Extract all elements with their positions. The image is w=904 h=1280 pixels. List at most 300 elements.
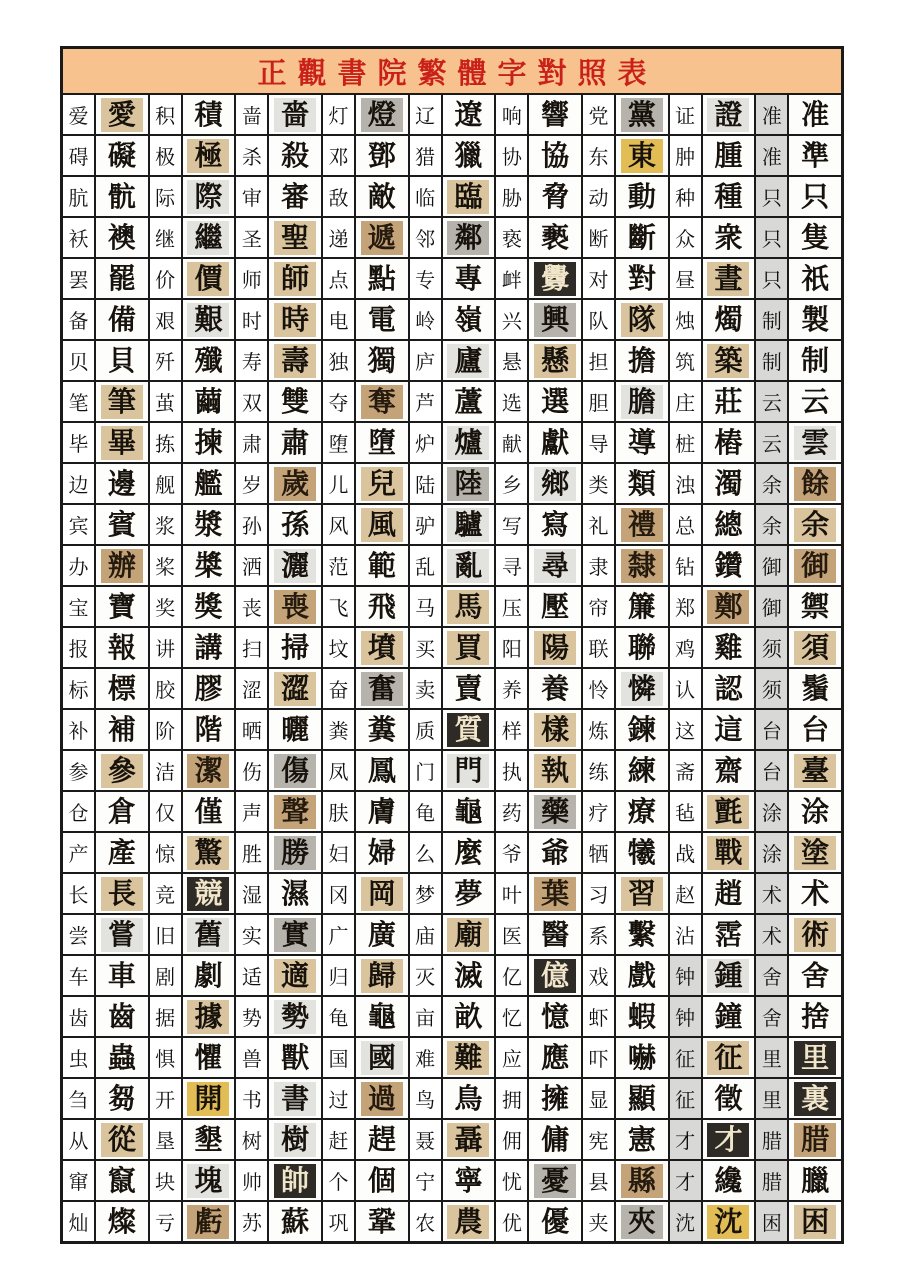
traditional-char-calligraphy: 夾 [621, 1205, 663, 1239]
traditional-char-cell [96, 874, 148, 913]
traditional-char-cell [356, 505, 408, 544]
traditional-char-calligraphy: 莊 [707, 385, 749, 419]
simplified-char-cell: 昼 [670, 259, 701, 298]
traditional-char-calligraphy: 開 [187, 1082, 229, 1116]
simplified-char-cell: 审 [236, 177, 267, 216]
traditional-char-cell [356, 341, 408, 380]
simplified-char-cell: 压 [496, 587, 527, 626]
simplified-char-cell: 时 [236, 300, 267, 339]
traditional-char-cell [789, 1038, 841, 1077]
traditional-char-cell [443, 423, 495, 462]
traditional-char-calligraphy: 只 [794, 180, 836, 214]
traditional-char-cell [269, 874, 321, 913]
traditional-char-calligraphy: 鳥 [447, 1082, 489, 1116]
traditional-char-cell [616, 505, 668, 544]
traditional-char-cell [183, 874, 235, 913]
traditional-char-cell [789, 792, 841, 831]
simplified-char-cell: 制 [756, 341, 787, 380]
simplified-char-cell: 总 [670, 505, 701, 544]
traditional-char-cell [616, 915, 668, 954]
traditional-char-cell [529, 546, 581, 585]
traditional-char-cell [443, 136, 495, 175]
simplified-char-cell: 联 [583, 628, 614, 667]
simplified-char-cell: 征 [670, 1079, 701, 1118]
traditional-char-calligraphy: 戲 [621, 959, 663, 993]
simplified-char-cell: 种 [670, 177, 701, 216]
traditional-char-calligraphy: 聶 [447, 1123, 489, 1157]
simplified-char-cell: 礼 [583, 505, 614, 544]
simplified-char-cell: 茧 [150, 382, 181, 421]
traditional-char-calligraphy: 濁 [707, 467, 749, 501]
traditional-char-cell [529, 1202, 581, 1241]
simplified-char-cell: 岁 [236, 464, 267, 503]
traditional-char-calligraphy: 涂 [794, 795, 836, 829]
traditional-char-cell [789, 382, 841, 421]
traditional-char-calligraphy: 灑 [274, 549, 316, 583]
traditional-char-cell [269, 1120, 321, 1159]
simplified-char-cell: 临 [410, 177, 441, 216]
traditional-char-calligraphy: 爐 [447, 426, 489, 460]
traditional-char-calligraphy: 葉 [534, 877, 576, 911]
simplified-char-cell: 斋 [670, 751, 701, 790]
traditional-char-calligraphy: 鄧 [361, 139, 403, 173]
simplified-char-cell: 灯 [323, 95, 354, 134]
simplified-char-cell: 电 [323, 300, 354, 339]
simplified-char-cell: 旧 [150, 915, 181, 954]
simplified-char-cell: 佣 [496, 1120, 527, 1159]
traditional-char-calligraphy: 趕 [361, 1123, 403, 1157]
traditional-char-calligraphy: 廣 [361, 918, 403, 952]
simplified-char-cell: 亏 [150, 1202, 181, 1241]
traditional-char-calligraphy: 範 [361, 549, 403, 583]
simplified-char-cell: 窜 [63, 1161, 94, 1200]
simplified-char-cell: 优 [496, 1202, 527, 1241]
traditional-char-cell [183, 259, 235, 298]
traditional-char-calligraphy: 鍾 [707, 959, 749, 993]
traditional-char-calligraphy: 買 [447, 631, 489, 665]
simplified-char-cell: 证 [670, 95, 701, 134]
simplified-char-cell: 云 [756, 423, 787, 462]
simplified-char-cell: 适 [236, 956, 267, 995]
simplified-char-cell: 鸟 [410, 1079, 441, 1118]
traditional-char-calligraphy: 縣 [621, 1164, 663, 1198]
traditional-char-cell [443, 218, 495, 257]
simplified-char-cell: 毡 [670, 792, 701, 831]
traditional-char-calligraphy: 畢 [101, 426, 143, 460]
traditional-char-cell [616, 956, 668, 995]
simplified-char-cell: 叶 [496, 874, 527, 913]
simplified-char-cell: 对 [583, 259, 614, 298]
traditional-char-calligraphy: 潔 [187, 754, 229, 788]
simplified-char-cell: 炼 [583, 710, 614, 749]
traditional-char-calligraphy: 邊 [101, 467, 143, 501]
traditional-char-cell [183, 997, 235, 1036]
traditional-char-cell [616, 1161, 668, 1200]
simplified-char-cell: 余 [756, 464, 787, 503]
simplified-char-cell: 类 [583, 464, 614, 503]
traditional-char-cell [703, 956, 755, 995]
traditional-char-cell [703, 710, 755, 749]
traditional-char-cell [183, 177, 235, 216]
table-title: 正觀書院繁體字對照表 [63, 49, 841, 95]
traditional-char-calligraphy: 沈 [707, 1205, 749, 1239]
traditional-char-calligraphy: 顯 [621, 1082, 663, 1116]
traditional-char-calligraphy: 認 [707, 672, 749, 706]
traditional-char-calligraphy: 奮 [361, 672, 403, 706]
traditional-char-calligraphy: 虧 [187, 1205, 229, 1239]
traditional-char-cell [789, 956, 841, 995]
traditional-char-calligraphy: 腫 [707, 139, 749, 173]
traditional-char-calligraphy: 類 [621, 467, 663, 501]
traditional-char-calligraphy: 風 [361, 508, 403, 542]
traditional-char-cell [703, 95, 755, 134]
traditional-char-cell [616, 300, 668, 339]
simplified-char-cell: 显 [583, 1079, 614, 1118]
traditional-char-calligraphy: 塊 [187, 1164, 229, 1198]
traditional-char-calligraphy: 准 [794, 98, 836, 132]
simplified-char-cell: 树 [236, 1120, 267, 1159]
traditional-char-calligraphy: 肅 [274, 426, 316, 460]
traditional-char-calligraphy: 罷 [101, 262, 143, 296]
traditional-char-cell [269, 710, 321, 749]
simplified-char-cell: 涂 [756, 792, 787, 831]
traditional-char-calligraphy: 廟 [447, 918, 489, 952]
simplified-char-cell: 仅 [150, 792, 181, 831]
simplified-char-cell: 驴 [410, 505, 441, 544]
traditional-char-cell [789, 423, 841, 462]
simplified-char-cell: 艰 [150, 300, 181, 339]
traditional-char-calligraphy: 脅 [534, 180, 576, 214]
traditional-char-cell [529, 1079, 581, 1118]
traditional-char-cell [789, 341, 841, 380]
simplified-char-cell: 炉 [410, 423, 441, 462]
traditional-char-cell [703, 1161, 755, 1200]
traditional-char-calligraphy: 這 [707, 713, 749, 747]
traditional-char-calligraphy: 麼 [447, 836, 489, 870]
traditional-char-calligraphy: 芻 [101, 1082, 143, 1116]
traditional-char-cell [269, 95, 321, 134]
simplified-char-cell: 买 [410, 628, 441, 667]
traditional-char-cell [96, 423, 148, 462]
simplified-char-cell: 县 [583, 1161, 614, 1200]
traditional-char-cell [616, 218, 668, 257]
traditional-char-calligraphy: 繫 [621, 918, 663, 952]
traditional-char-cell [789, 1202, 841, 1241]
traditional-char-calligraphy: 龜 [447, 795, 489, 829]
traditional-char-calligraphy: 遼 [447, 98, 489, 132]
simplified-char-cell: 台 [756, 751, 787, 790]
traditional-char-calligraphy: 樣 [534, 713, 576, 747]
simplified-char-cell: 乡 [496, 464, 527, 503]
simplified-char-cell: 余 [756, 505, 787, 544]
traditional-char-calligraphy: 墾 [187, 1123, 229, 1157]
traditional-char-cell [96, 1161, 148, 1200]
simplified-char-cell: 协 [496, 136, 527, 175]
traditional-char-cell [703, 874, 755, 913]
traditional-char-cell [356, 300, 408, 339]
traditional-char-cell [356, 259, 408, 298]
simplified-char-cell: 极 [150, 136, 181, 175]
simplified-char-cell: 独 [323, 341, 354, 380]
simplified-char-cell: 堕 [323, 423, 354, 462]
simplified-char-cell: 云 [756, 382, 787, 421]
traditional-char-cell [356, 669, 408, 708]
traditional-char-calligraphy: 獎 [187, 590, 229, 624]
traditional-char-cell [529, 300, 581, 339]
simplified-char-cell: 阳 [496, 628, 527, 667]
traditional-char-calligraphy: 曬 [274, 713, 316, 747]
traditional-char-calligraphy: 纔 [707, 1164, 749, 1198]
traditional-char-cell [96, 218, 148, 257]
traditional-char-cell [269, 792, 321, 831]
simplified-char-cell: 陆 [410, 464, 441, 503]
simplified-char-cell: 参 [63, 751, 94, 790]
simplified-char-cell: 寻 [496, 546, 527, 585]
simplified-char-cell: 帅 [236, 1161, 267, 1200]
simplified-char-cell: 习 [583, 874, 614, 913]
simplified-char-cell: 扫 [236, 628, 267, 667]
simplified-char-cell: 长 [63, 874, 94, 913]
traditional-char-calligraphy: 備 [101, 303, 143, 337]
traditional-char-cell [443, 1120, 495, 1159]
simplified-char-cell: 肃 [236, 423, 267, 462]
simplified-char-cell: 际 [150, 177, 181, 216]
simplified-char-cell: 只 [756, 259, 787, 298]
traditional-char-calligraphy: 敵 [361, 180, 403, 214]
traditional-char-calligraphy: 雙 [274, 385, 316, 419]
traditional-char-calligraphy: 積 [187, 98, 229, 132]
simplified-char-cell: 里 [756, 1038, 787, 1077]
traditional-char-cell [789, 710, 841, 749]
simplified-char-cell: 广 [323, 915, 354, 954]
traditional-char-cell [789, 1120, 841, 1159]
traditional-char-calligraphy: 懼 [187, 1041, 229, 1075]
simplified-char-cell: 腊 [756, 1161, 787, 1200]
traditional-char-cell [96, 956, 148, 995]
traditional-char-calligraphy: 膽 [621, 385, 663, 419]
traditional-char-cell [269, 956, 321, 995]
traditional-char-cell [443, 874, 495, 913]
simplified-char-cell: 递 [323, 218, 354, 257]
traditional-char-cell [356, 1120, 408, 1159]
traditional-char-cell [356, 1038, 408, 1077]
simplified-char-cell: 书 [236, 1079, 267, 1118]
simplified-char-cell: 尝 [63, 915, 94, 954]
traditional-char-cell [96, 300, 148, 339]
traditional-char-calligraphy: 筆 [101, 385, 143, 419]
traditional-char-cell [616, 136, 668, 175]
simplified-char-cell: 芦 [410, 382, 441, 421]
traditional-char-calligraphy: 嚇 [621, 1041, 663, 1075]
traditional-char-cell [529, 956, 581, 995]
traditional-char-cell [529, 136, 581, 175]
traditional-char-cell [183, 218, 235, 257]
traditional-char-calligraphy: 聖 [274, 221, 316, 255]
traditional-char-calligraphy: 腊 [794, 1123, 836, 1157]
simplified-char-cell: 势 [236, 997, 267, 1036]
traditional-char-cell [443, 1079, 495, 1118]
simplified-char-cell: 竞 [150, 874, 181, 913]
simplified-char-cell: 鸡 [670, 628, 701, 667]
traditional-char-calligraphy: 電 [361, 303, 403, 337]
traditional-char-calligraphy: 晝 [707, 262, 749, 296]
traditional-char-calligraphy: 勢 [274, 1000, 316, 1034]
traditional-char-cell [96, 587, 148, 626]
traditional-char-calligraphy: 寶 [101, 590, 143, 624]
simplified-char-cell: 涂 [756, 833, 787, 872]
simplified-char-cell: 办 [63, 546, 94, 585]
traditional-char-cell [356, 464, 408, 503]
traditional-char-calligraphy: 褻 [534, 221, 576, 255]
traditional-char-cell [183, 1079, 235, 1118]
traditional-char-cell [269, 1161, 321, 1200]
simplified-char-cell: 庙 [410, 915, 441, 954]
simplified-char-cell: 奖 [150, 587, 181, 626]
simplified-char-cell: 刍 [63, 1079, 94, 1118]
simplified-char-cell: 备 [63, 300, 94, 339]
traditional-char-cell [529, 177, 581, 216]
traditional-char-cell [789, 300, 841, 339]
simplified-char-cell: 啬 [236, 95, 267, 134]
traditional-char-cell [703, 669, 755, 708]
traditional-char-calligraphy: 尋 [534, 549, 576, 583]
traditional-char-calligraphy: 犧 [621, 836, 663, 870]
traditional-char-calligraphy: 齋 [707, 754, 749, 788]
simplified-char-cell: 术 [756, 874, 787, 913]
traditional-char-calligraphy: 墳 [361, 631, 403, 665]
traditional-char-cell [789, 1079, 841, 1118]
simplified-char-cell: 罢 [63, 259, 94, 298]
simplified-char-cell: 众 [670, 218, 701, 257]
traditional-char-calligraphy: 師 [274, 262, 316, 296]
simplified-char-cell: 征 [670, 1038, 701, 1077]
traditional-char-cell [96, 546, 148, 585]
traditional-char-cell [616, 751, 668, 790]
simplified-char-cell: 洒 [236, 546, 267, 585]
simplified-char-cell: 悬 [496, 341, 527, 380]
traditional-char-cell [703, 177, 755, 216]
traditional-char-calligraphy: 勝 [274, 836, 316, 870]
traditional-char-calligraphy: 婦 [361, 836, 403, 870]
traditional-char-cell [269, 382, 321, 421]
simplified-char-cell: 标 [63, 669, 94, 708]
traditional-char-cell [529, 1161, 581, 1200]
traditional-char-cell [529, 1120, 581, 1159]
simplified-char-cell: 门 [410, 751, 441, 790]
traditional-char-cell [789, 136, 841, 175]
traditional-char-calligraphy: 骯 [101, 180, 143, 214]
traditional-char-calligraphy: 廬 [447, 344, 489, 378]
simplified-char-cell: 舍 [756, 997, 787, 1036]
traditional-char-calligraphy: 傷 [274, 754, 316, 788]
traditional-char-cell [703, 423, 755, 462]
traditional-char-cell [183, 464, 235, 503]
traditional-char-calligraphy: 選 [534, 385, 576, 419]
simplified-char-cell: 庐 [410, 341, 441, 380]
traditional-char-calligraphy: 隻 [794, 221, 836, 255]
traditional-char-cell [96, 505, 148, 544]
traditional-char-calligraphy: 養 [534, 672, 576, 706]
simplified-char-cell: 国 [323, 1038, 354, 1077]
simplified-char-cell: 难 [410, 1038, 441, 1077]
traditional-char-calligraphy: 槳 [187, 549, 229, 583]
traditional-char-calligraphy: 獻 [534, 426, 576, 460]
simplified-char-cell: 齿 [63, 997, 94, 1036]
traditional-char-calligraphy: 證 [707, 98, 749, 132]
traditional-char-cell [789, 218, 841, 257]
simplified-char-cell: 兴 [496, 300, 527, 339]
simplified-char-cell: 战 [670, 833, 701, 872]
simplified-char-cell: 孙 [236, 505, 267, 544]
traditional-char-cell [616, 710, 668, 749]
traditional-char-calligraphy: 寫 [534, 508, 576, 542]
traditional-char-cell [96, 382, 148, 421]
traditional-char-calligraphy: 專 [447, 262, 489, 296]
traditional-char-cell [96, 177, 148, 216]
simplified-char-cell: 补 [63, 710, 94, 749]
traditional-char-cell [96, 669, 148, 708]
traditional-char-calligraphy: 捨 [794, 1000, 836, 1034]
simplified-char-cell: 拥 [496, 1079, 527, 1118]
traditional-char-cell [703, 218, 755, 257]
traditional-char-calligraphy: 準 [794, 139, 836, 173]
traditional-char-calligraphy: 蘆 [447, 385, 489, 419]
traditional-char-calligraphy: 憐 [621, 672, 663, 706]
traditional-char-cell [789, 259, 841, 298]
simplified-char-cell: 辽 [410, 95, 441, 134]
simplified-char-cell: 牺 [583, 833, 614, 872]
simplified-char-cell: 碍 [63, 136, 94, 175]
simplified-char-cell: 晒 [236, 710, 267, 749]
traditional-char-calligraphy: 憂 [534, 1164, 576, 1198]
traditional-char-calligraphy: 台 [794, 713, 836, 747]
traditional-char-cell [789, 587, 841, 626]
traditional-char-cell [616, 997, 668, 1036]
simplified-char-cell: 制 [756, 300, 787, 339]
simplified-char-cell: 桩 [670, 423, 701, 462]
traditional-char-cell [703, 464, 755, 503]
traditional-char-calligraphy: 餘 [794, 467, 836, 501]
traditional-char-calligraphy: 蘇 [274, 1205, 316, 1239]
simplified-char-cell: 妇 [323, 833, 354, 872]
traditional-char-cell [443, 915, 495, 954]
traditional-char-calligraphy: 衆 [707, 221, 749, 255]
traditional-char-calligraphy: 參 [101, 754, 143, 788]
simplified-char-cell: 肿 [670, 136, 701, 175]
simplified-char-cell: 实 [236, 915, 267, 954]
traditional-char-calligraphy: 須 [794, 631, 836, 665]
traditional-char-cell [269, 423, 321, 462]
simplified-char-cell: 应 [496, 1038, 527, 1077]
traditional-char-cell [703, 546, 755, 585]
traditional-char-cell [616, 423, 668, 462]
simplified-char-cell: 党 [583, 95, 614, 134]
traditional-char-calligraphy: 賣 [447, 672, 489, 706]
traditional-char-cell [96, 710, 148, 749]
traditional-char-calligraphy: 术 [794, 877, 836, 911]
traditional-char-cell [269, 505, 321, 544]
simplified-char-cell: 岭 [410, 300, 441, 339]
traditional-char-calligraphy: 樹 [274, 1123, 316, 1157]
simplified-char-cell: 宁 [410, 1161, 441, 1200]
traditional-char-cell [356, 1079, 408, 1118]
traditional-char-calligraphy: 嶺 [447, 303, 489, 337]
traditional-char-cell [183, 423, 235, 462]
traditional-char-calligraphy: 協 [534, 139, 576, 173]
traditional-char-cell [616, 669, 668, 708]
traditional-char-calligraphy: 燦 [101, 1205, 143, 1239]
traditional-char-calligraphy: 禮 [621, 508, 663, 542]
